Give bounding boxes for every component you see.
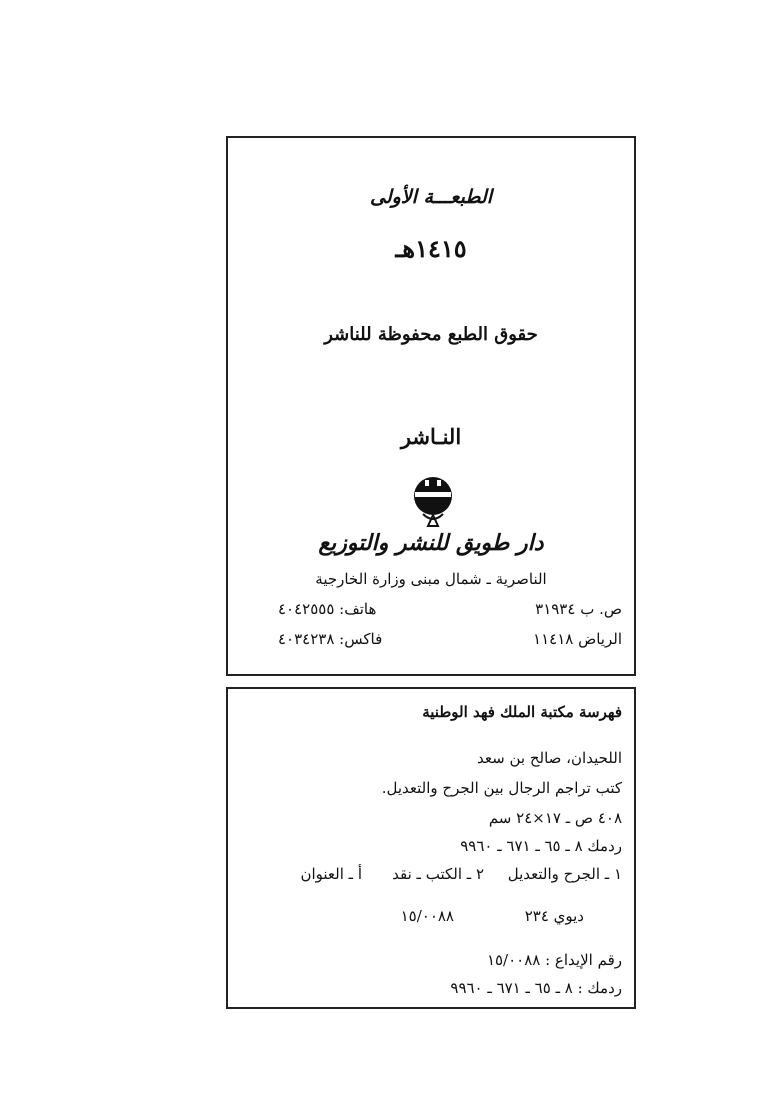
edition-text: الطبعـــة الأولى — [370, 186, 492, 208]
catalog-subject-1: ١ ـ الجرح والتعديل — [507, 865, 622, 883]
catalog-pages: ٤٠٨ ص ـ ١٧×٢٤ سم — [488, 809, 622, 827]
publisher-logo-icon — [411, 474, 455, 530]
po-box: ص. ب ٣١٩٣٤ — [535, 600, 622, 618]
city: الرياض ١١٤١٨ — [533, 630, 622, 648]
rights-text: حقوق الطبع محفوظة للناشر — [324, 324, 538, 345]
catalog-subject-2: ٢ ـ الكتب ـ نقد — [392, 865, 484, 883]
catalog-subject-3: أ ـ العنوان — [300, 865, 362, 883]
fax: فاكس: ٤٠٣٤٢٣٨ — [278, 630, 383, 648]
catalog-isbn: ردمك ٨ ـ ٦٥ ـ ٦٧١ ـ ٩٩٦٠ — [460, 837, 622, 855]
imprint-box — [226, 136, 636, 676]
catalog-isbn-2: ردمك : ٨ ـ ٦٥ ـ ٦٧١ ـ ٩٩٦٠ — [450, 979, 622, 997]
year-text: ١٤١٥هـ — [395, 234, 467, 263]
catalog-dewey: ديوي ٢٣٤ — [524, 907, 584, 925]
catalog-dewey-number: ١٥/٠٠٨٨ — [400, 907, 454, 925]
publisher-label: النـاشر — [400, 424, 462, 449]
catalog-author: اللحيدان، صالح بن سعد — [477, 749, 622, 767]
catalog-heading: فهرسة مكتبة الملك فهد الوطنية — [422, 703, 622, 721]
phone: هاتف: ٤٠٤٢٥٥٥ — [278, 600, 377, 618]
catalog-title: كتب تراجم الرجال بين الجرح والتعديل. — [381, 779, 622, 797]
publisher-address: الناصرية ـ شمال مبنى وزارة الخارجية — [315, 570, 547, 588]
catalog-box — [226, 687, 636, 1009]
publisher-name: دار طويق للنشر والتوزيع — [318, 530, 544, 556]
catalog-deposit: رقم الإيداع : ١٥/٠٠٨٨ — [486, 951, 622, 969]
